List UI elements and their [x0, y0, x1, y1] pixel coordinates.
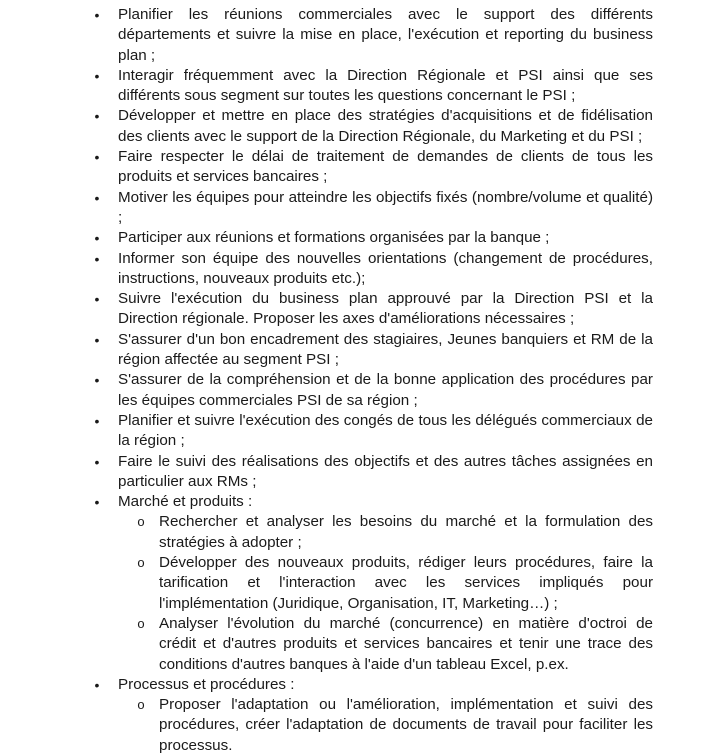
list-item-text: Interagir fréquemment avec la Direction Régionale et PSI ainsi que ses différents sous segment sur toutes les questions concernant le PSI ; [118, 66, 653, 105]
list-item-text: Planifier et suivre l'exécution des congés de tous les délégués commerciaux de la région ; [118, 411, 653, 450]
list-item [0, 370, 711, 411]
bullet-icon: • [94, 372, 100, 389]
sub-list-item-text: Développer des nouveaux produits, rédiger leurs procédures, faire la tarification et l'interaction avec les services impliqués pour l'implémentation (Juridique, Organisation, IT, Marketing…) ; [159, 554, 653, 612]
bullet-icon: • [94, 331, 100, 348]
list-item-text: Planifier les réunions commerciales avec le support des différents départements et suivre la mise en place, l'exécution et reporting du business plan ; [118, 6, 653, 64]
section-marche [0, 492, 711, 675]
bullet-icon: • [94, 189, 100, 206]
list-item [0, 66, 711, 107]
list-item [0, 106, 711, 147]
circle-bullet-icon: o [137, 514, 145, 530]
bullet-icon: • [94, 676, 100, 693]
bullet-icon: • [94, 291, 100, 308]
list-item-text: Faire respecter le délai de traitement de demandes de clients de tous les produits et services bancaires ; [118, 148, 653, 186]
bullet-icon: • [94, 453, 100, 470]
list-item [0, 147, 711, 188]
sub-list-item-text: Analyser l'évolution du marché (concurrence) en matière d'octroi de crédit et d'autres produits et services bancaires et tenir une trace des conditions d'autres banques à l'aide d'un tableau Excel, p.ex. [159, 614, 653, 673]
circle-bullet-icon: o [137, 555, 145, 571]
section-heading: Processus et procédures : [118, 675, 295, 693]
list-item [0, 411, 711, 452]
sub-list-item [117, 553, 653, 614]
sub-list-item [117, 512, 653, 553]
section-processus [0, 675, 711, 756]
bullet-icon: • [94, 149, 100, 166]
section-heading: Marché et produits : [118, 493, 253, 511]
processus-sublist [118, 695, 653, 756]
responsibilities-list [0, 5, 711, 756]
bullet-icon: • [94, 108, 100, 125]
bullet-icon: • [94, 412, 100, 429]
list-item-text: Participer aux réunions et formations organisées par la banque ; [118, 229, 550, 247]
bullet-icon: • [94, 494, 100, 511]
list-item [0, 452, 711, 493]
circle-bullet-icon: o [137, 697, 145, 713]
list-item [0, 228, 711, 248]
list-item [0, 249, 711, 290]
list-item [0, 330, 711, 371]
bullet-icon: • [94, 250, 100, 267]
list-item-text: Développer et mettre en place des stratégies d'acquisitions et de fidélisation des clients avec le support de la Direction Régionale, du Marketing et du PSI ; [118, 107, 653, 145]
list-item [0, 188, 711, 229]
sub-list-item [117, 614, 653, 675]
bullet-icon: • [94, 230, 100, 247]
circle-bullet-icon: o [137, 615, 145, 631]
bullet-icon: • [94, 67, 100, 84]
list-item [0, 5, 711, 66]
list-item-text: Suivre l'exécution du business plan approuvé par la Direction PSI et la Direction régionale. Proposer les axes d'améliorations nécessaires ; [118, 290, 653, 328]
sub-list-item [117, 695, 653, 756]
sub-list-item-text: Rechercher et analyser les besoins du marché et la formulation des stratégies à adopter ; [159, 513, 653, 551]
list-item-text: S'assurer de la compréhension et de la bonne application des procédures par les équipes commerciales PSI de sa région ; [118, 371, 653, 409]
bullet-icon: • [94, 7, 100, 23]
sub-list-item-text: Proposer l'adaptation ou l'amélioration, implémentation et suivi des procédures, créer l'adaptation de documents de travail pour faciliter les processus. [159, 696, 653, 754]
list-item-text: Motiver les équipes pour atteindre les objectifs fixés (nombre/volume et qualité) ; [118, 188, 653, 226]
list-item-text: Informer son équipe des nouvelles orientations (changement de procédures, instructions, nouveaux produits etc.); [118, 249, 653, 287]
list-item [0, 289, 711, 330]
marche-sublist [118, 512, 653, 674]
list-item-text: S'assurer d'un bon encadrement des stagiaires, Jeunes banquiers et RM de la région affectée au segment PSI ; [118, 330, 653, 369]
list-item-text: Faire le suivi des réalisations des objectifs et des autres tâches assignées en particulier aux RMs ; [118, 452, 653, 490]
